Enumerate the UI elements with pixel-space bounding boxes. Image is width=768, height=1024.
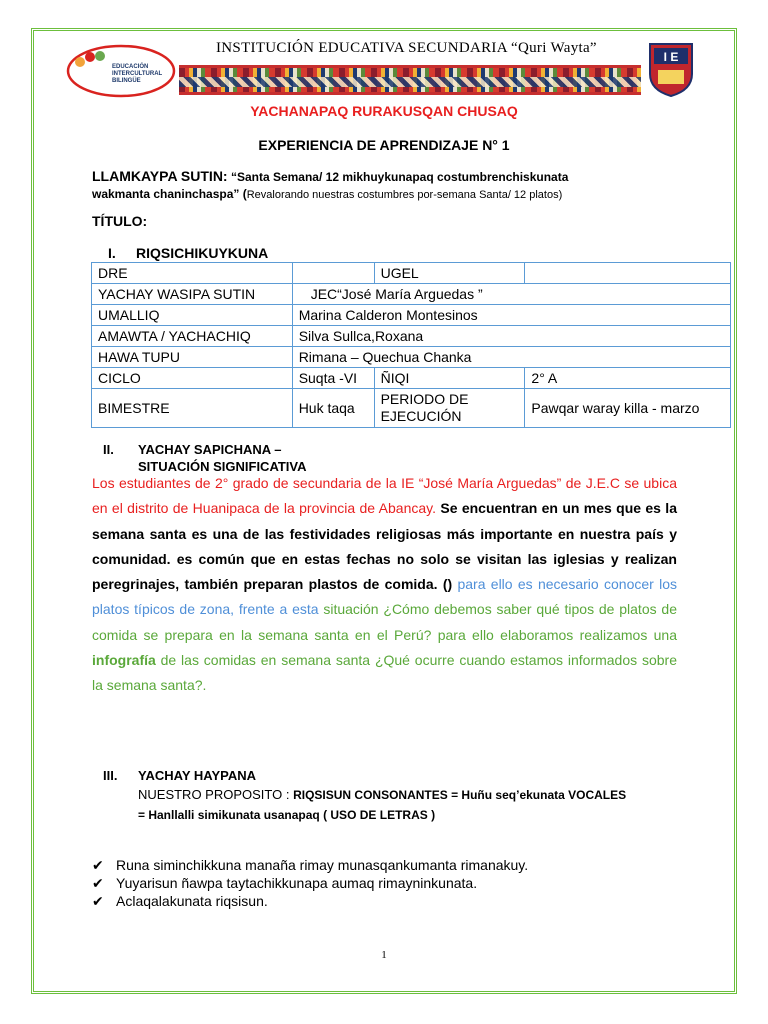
llamkaypa-paren: ( <box>242 187 247 201</box>
table-cell: PERIODO DE EJECUCIÓN <box>374 389 525 428</box>
table-cell: BIMESTRE <box>92 389 293 428</box>
table-row <box>92 284 731 305</box>
section-1-number: I. <box>108 245 116 261</box>
main-title: YACHANAPAQ RURAKUSQAN CHUSAQ <box>250 103 518 119</box>
table-row <box>92 326 731 347</box>
section-3-heading <box>103 768 256 783</box>
section-1-heading <box>108 245 268 261</box>
table-cell: Marina Calderon Montesinos <box>292 305 730 326</box>
andean-weave-banner <box>179 65 641 95</box>
section-3-number: III. <box>103 768 118 783</box>
purpose-text-2: = Hanllalli simikunata usanapaq ( USO DE LETRAS ) <box>138 808 436 822</box>
purpose-label: NUESTRO PROPOSITO : <box>138 787 290 802</box>
table-cell: CICLO <box>92 368 293 389</box>
table-cell: 2° A <box>525 368 731 389</box>
checklist-text: Yuyarisun ñawpa taytachikkunapa aumaq rimayninkunata. <box>116 875 478 891</box>
eib-logo <box>66 44 176 100</box>
llamkaypa-translation: Revalorando nuestras costumbres por-semana Santa/ 12 platos) <box>246 189 563 201</box>
experience-title: EXPERIENCIA DE APRENDIZAJE N° 1 <box>258 137 510 153</box>
table-cell: Suqta -VI <box>292 368 374 389</box>
table-cell: AMAWTA / YACHACHIQ <box>92 326 293 347</box>
checklist-text: Aclaqalakunata riqsisun. <box>116 893 268 909</box>
logo-line2: INTERCULTURAL <box>112 71 163 77</box>
section-1-title: RIQSICHIKUYKUNA <box>136 245 269 261</box>
purpose-text-1: RIQSISUN CONSONANTES = Huñu seq’ekunata VOCALES <box>293 788 627 802</box>
table-row <box>92 389 731 428</box>
institution-name: INSTITUCIÓN EDUCATIVA SECUNDARIA “Quri Wayta” <box>216 40 597 56</box>
table-cell <box>292 263 374 284</box>
table-row <box>92 263 731 284</box>
table-cell: HAWA TUPU <box>92 347 293 368</box>
table-cell: YACHAY WASIPA SUTIN <box>92 284 293 305</box>
checkmark-icon: ✔ <box>92 893 104 909</box>
table-cell: UMALLIQ <box>92 305 293 326</box>
logo-line1: EDUCACIÓN <box>112 64 149 70</box>
para-red: Los estudiantes de 2° grado de secundaria de la IE “José María Arguedas” de J.E.C se ubica en el distrito de Huanipaca de la provincia de Abancay. <box>92 475 677 517</box>
llamkaypa-line1: “Santa Semana/ 12 mikhuykunapaq costumbrenchiskunata <box>230 170 569 184</box>
table-cell: ÑIQI <box>374 368 525 389</box>
table-cell: DRE <box>92 263 293 284</box>
table-cell: Silva Sullca,Roxana <box>292 326 730 347</box>
school-crest <box>646 40 696 98</box>
table-cell: Rimana – Quechua Chanka <box>292 347 730 368</box>
table-row <box>92 305 731 326</box>
section-3-title: YACHAY HAYPANA <box>138 768 257 783</box>
section-2-number: II. <box>103 442 114 457</box>
llamkaypa-block <box>92 168 692 204</box>
table-cell: Pawqar waray killa - marzo <box>525 389 731 428</box>
section-2-title-2: SITUACIÓN SIGNIFICATIVA <box>138 459 307 474</box>
checklist <box>92 856 528 910</box>
info-table <box>91 262 731 428</box>
llamkaypa-line2: wakmanta chaninchaspa” <box>92 187 240 201</box>
checklist-text: Runa siminchikkuna manaña rimay munasqankumanta rimanakuy. <box>116 857 529 873</box>
table-cell: Huk taqa <box>292 389 374 428</box>
para-green-1: situación ¿Cómo debemos saber qué tipos de platos de comida se prepara en la semana santa en el Perú? para ello elaboramos realizamos una <box>92 601 677 643</box>
para-green-2: de las comidas en semana santa ¿Qué ocurre cuando estamos informados sobre la semana santa?. <box>92 652 677 694</box>
page-number: 1 <box>381 949 387 961</box>
para-blue: para ello es necesario conocer los platos típicos de zona, frente a esta <box>92 576 678 618</box>
section-2-heading <box>103 441 307 475</box>
section-2-title-1: YACHAY SAPICHANA – <box>138 442 282 457</box>
document-header <box>66 40 716 100</box>
list-item <box>92 892 528 910</box>
table-cell: JEC“José María Arguedas ” <box>292 284 730 305</box>
crest-letters: I E <box>663 50 679 64</box>
checkmark-icon: ✔ <box>92 875 104 891</box>
situation-paragraph <box>92 471 677 699</box>
para-bold: Se encuentran en un mes que es la semana santa es una de las festividades religiosas más importante en nuestra país y comunidad. es común que en estas fechas no solo se visitan las iglesias y realizan peregrinajes, también preparan plastos de comida. () <box>92 500 677 593</box>
checkmark-icon: ✔ <box>92 857 104 873</box>
table-row <box>92 368 731 389</box>
list-item <box>92 856 528 874</box>
logo-line3: BILINGÜE <box>112 78 141 84</box>
list-item <box>92 874 528 892</box>
table-row <box>92 347 731 368</box>
llamkaypa-label: LLAMKAYPA SUTIN: <box>92 168 228 184</box>
table-cell <box>525 263 731 284</box>
table-cell: UGEL <box>374 263 525 284</box>
titulo-label: TÍTULO: <box>92 213 148 229</box>
purpose-block <box>138 785 698 825</box>
para-green-bold: infografía <box>92 652 156 669</box>
